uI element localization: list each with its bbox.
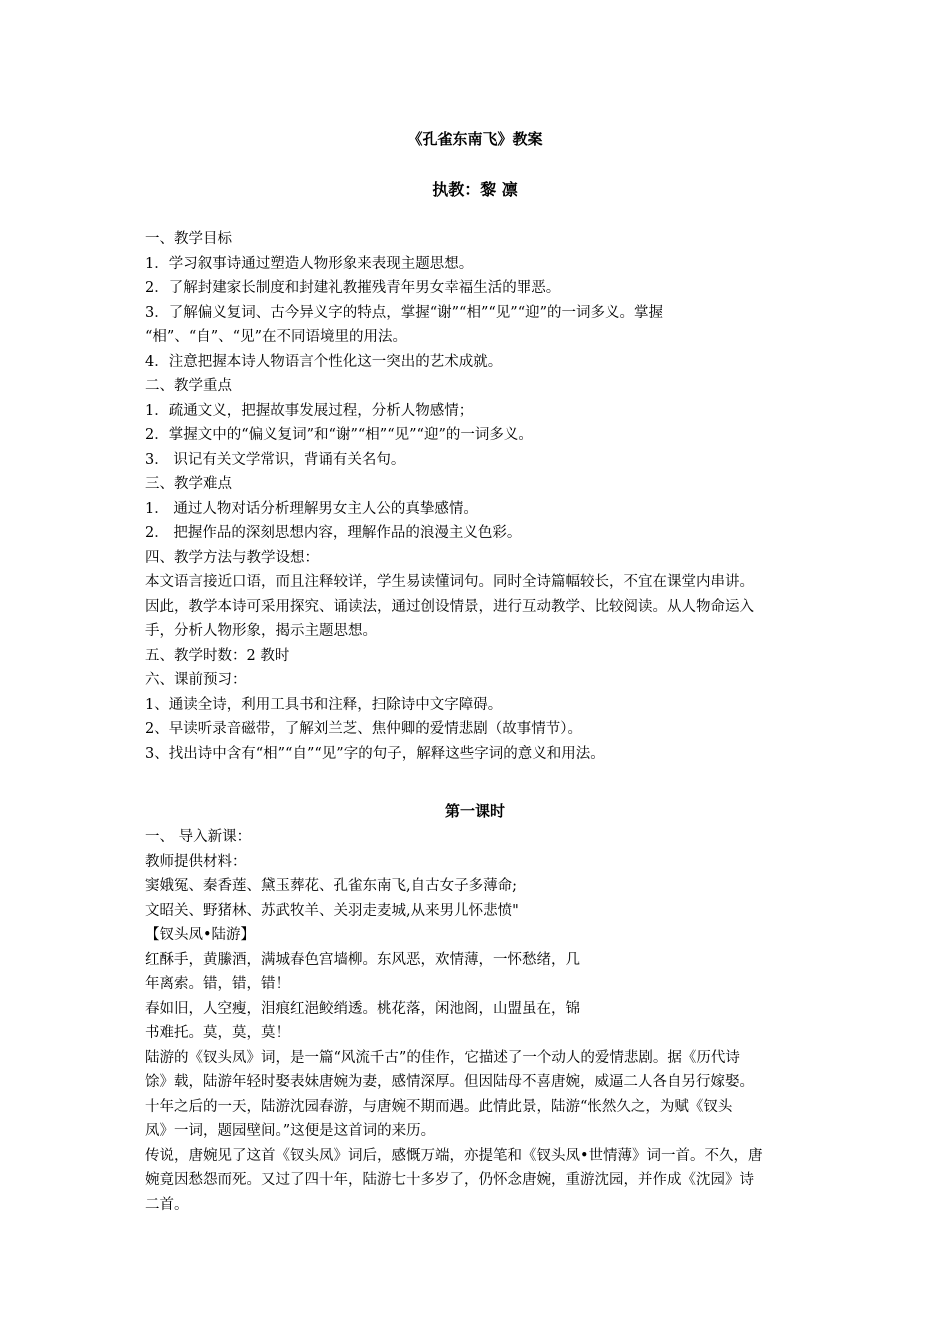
lesson-heading: 第一课时 <box>444 802 505 820</box>
text-line: 教师提供材料： <box>145 853 247 870</box>
text-line: 文昭关、野猪林、苏武牧羊、关羽走麦城,从来男儿怀悲愤" <box>145 902 519 919</box>
text-line: 馀》载，陆游年轻时娶表妹唐婉为妻，感情深厚。但因陆母不喜唐婉，威逼二人各自另行嫁娶。 <box>145 1074 754 1090</box>
text-line: 窦娥冤、秦香莲、黛玉葬花、孔雀东南飞,自古女子多薄命; <box>145 878 517 894</box>
document-title: 《孔雀东南飞》教案 <box>407 130 543 148</box>
text-line: 1、通读全诗，利用工具书和注释，扫除诗中文字障碍。 <box>145 696 503 713</box>
text-line: 3． 识记有关文学常识，背诵有关名句。 <box>145 451 406 468</box>
text-line: 1．疏通文义，把握故事发展过程，分析人物感情； <box>145 402 474 419</box>
text-line: 十年之后的一天，陆游沈园春游，与唐婉不期而遇。此情此景，陆游“怅然久之，为赋《钗头 <box>145 1098 733 1115</box>
text-line: 2．掌握文中的“偏义复词”和“谢”“相”“见”“迎”的一词多义。 <box>145 427 533 443</box>
text-line: 1． 通过人物对话分析理解男女主人公的真挚感情。 <box>145 500 478 517</box>
text-line: 手，分析人物形象，揭示主题思想。 <box>145 623 377 639</box>
lesson-one-section <box>145 825 825 1217</box>
text-line: 五、教学时数：2 教时 <box>145 647 290 664</box>
lesson-plan-section <box>145 227 825 766</box>
text-line: 二首。 <box>145 1196 189 1213</box>
text-line: 红酥手，黄縢酒，满城春色宫墙柳。东风恶，欢情薄，一怀愁绪，几 <box>145 951 580 968</box>
text-line: 3．了解偏义复词、古今异义字的特点，掌握“谢”“相”“见”“迎”的一词多义。掌握 <box>145 304 664 321</box>
text-line: 四、教学方法与教学设想： <box>145 549 319 566</box>
text-line: 1．学习叙事诗通过塑造人物形象来表现主题思想。 <box>145 255 474 272</box>
text-line: 因此，教学本诗可采用探究、诵读法，通过创设情景，进行互动教学、比较阅读。从人物命运入 <box>145 598 754 615</box>
text-line: 陆游的《钗头凤》词，是一篇“风流千古”的佳作，它描述了一个动人的爱情悲剧。据《历代诗 <box>145 1049 740 1066</box>
text-line: 一、 导入新课： <box>145 829 252 845</box>
text-line: 书难托。莫，莫，莫！ <box>145 1025 290 1041</box>
text-line: 【钗头凤•陆游】 <box>145 927 256 943</box>
text-line: 3、找出诗中含有“相”“自”“见”字的句子，解释这些字词的意义和用法。 <box>145 745 605 762</box>
text-line: 本文语言接近口语，而且注释较详，学生易读懂词句。同时全诗篇幅较长，不宜在课堂内串讲。 <box>145 574 754 590</box>
text-line: 传说，唐婉见了这首《钗头凤》词后，感慨万端，亦提笔和《钗头凤•世情薄》词一首。不久，唐 <box>145 1147 763 1164</box>
text-line: 春如旧，人空瘦，泪痕红浥鲛绡透。桃花落，闲池阁，山盟虽在，锦 <box>145 1000 580 1017</box>
text-line: 2． 把握作品的深刻思想内容，理解作品的浪漫主义色彩。 <box>145 525 522 541</box>
text-line: 2、早读听录音磁带，了解刘兰芝、焦仲卿的爱情悲剧（故事情节）。 <box>145 721 582 737</box>
text-line: 年离索。错，错，错！ <box>145 976 290 992</box>
text-line: “相”、“自”、“见”在不同语境里的用法。 <box>145 329 407 345</box>
text-line: 三、教学难点 <box>145 476 232 492</box>
text-line: 二、教学重点 <box>145 378 232 394</box>
text-line: 4．注意把握本诗人物语言个性化这一突出的艺术成就。 <box>145 353 503 370</box>
text-line: 六、课前预习： <box>145 672 247 688</box>
teacher-line: 执教：黎 凛 <box>432 180 518 199</box>
text-line: 一、教学目标 <box>145 231 232 247</box>
text-line: 凤》一词，题园壁间。”这便是这首词的来历。 <box>145 1123 436 1139</box>
text-line: 婉竟因愁怨而死。又过了四十年，陆游七十多岁了，仍怀念唐婉，重游沈园，并作成《沈园》诗 <box>145 1172 754 1188</box>
text-line: 2．了解封建家长制度和封建礼教摧残青年男女幸福生活的罪恶。 <box>145 280 561 296</box>
